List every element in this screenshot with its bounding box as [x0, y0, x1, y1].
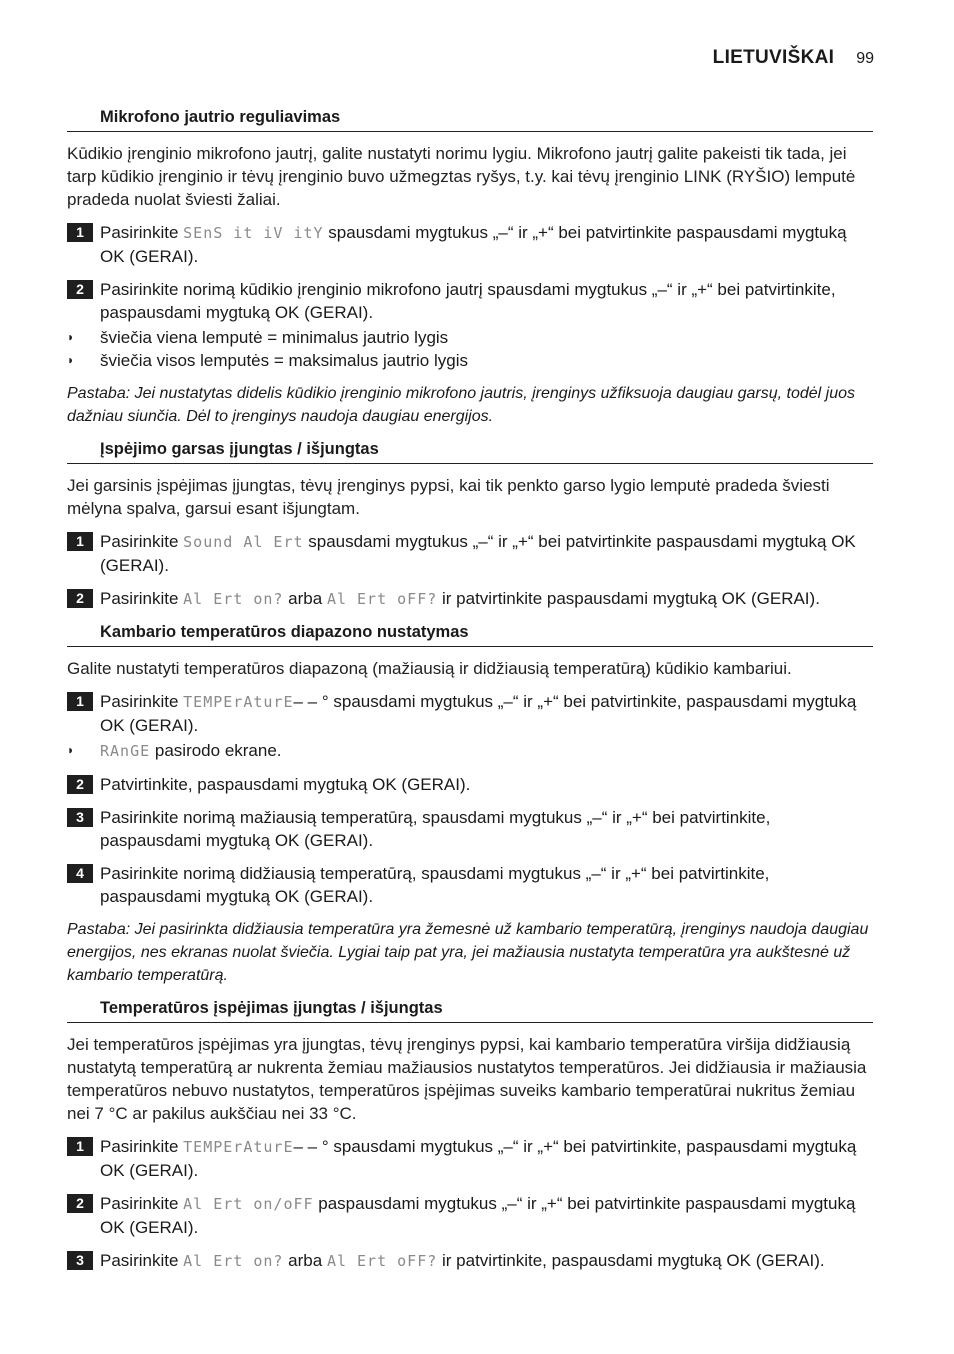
step-text-pre: Pasirinkite — [100, 1137, 184, 1156]
step — [67, 1135, 873, 1182]
step-text — [100, 530, 873, 577]
step — [67, 690, 873, 737]
step-text-post: spausdami mygtukus „–“ ir „+“ bei patvirtinkite paspausdami mygtuką OK (GERAI). — [100, 532, 856, 575]
step-number: 1 — [67, 692, 93, 711]
step — [67, 806, 873, 852]
note: Pastaba: Jei pasirinkta didžiausia temperatūra yra žemesnė už kambario temperatūrą, įrenginys naudoja daugiau energijos, nes ekranas nuolat šviečia. Lygiai taip pat yra, jei mažiausia nustatyta temperatūra yra aukštesnė už kambario temperatūrą. — [67, 921, 869, 984]
step-text: Pasirinkite norimą didžiausią temperatūrą, spausdami mygtukus „–“ ir „+“ bei patvirtinkite, paspausdami mygtuką OK (GERAI). — [100, 864, 770, 906]
lcd-text: Al Ert on? — [183, 1252, 284, 1270]
step — [67, 278, 873, 324]
lcd-text: Al Ert oFF? — [326, 1252, 438, 1270]
list-item-text-post: pasirodo ekrane. — [150, 741, 282, 760]
step-text — [100, 1192, 873, 1239]
section-title-mic-sensitivity: Mikrofono jautrio reguliavimas — [67, 106, 873, 132]
step-text-pre: Pasirinkite — [100, 692, 184, 711]
step-number: 2 — [67, 589, 93, 608]
section-intro: Kūdikio įrenginio mikrofono jautrį, galite nustatyti norimu lygiu. Mikrofono jautrį galite pakeisti tik tada, jei tarp kūdikio įrenginio ir tėvų įrenginio buvo užmegztas ryšys, t.y. kai tėvų įrenginio LINK (RYŠIO) lemputė pradeda nuolat šviesti žaliai. — [67, 144, 856, 209]
step-number: 3 — [67, 808, 93, 827]
lcd-text: Sound Al Ert — [183, 533, 304, 551]
step — [67, 587, 873, 611]
language-label: LIETUVIŠKAI — [712, 47, 835, 68]
list-item — [67, 349, 873, 372]
step-text-pre: Pasirinkite — [100, 223, 184, 242]
step — [67, 221, 873, 268]
lcd-text: TEMPErAturE — [183, 693, 294, 711]
section-title-temperature-range: Kambario temperatūros diapazono nustatymas — [67, 621, 873, 647]
lcd-text: Al Ert oFF? — [326, 590, 438, 608]
step-number: 1 — [67, 1137, 93, 1156]
page-number: 99 — [856, 50, 874, 67]
result-list — [67, 739, 873, 763]
step-text-mid: arba — [283, 589, 327, 608]
page-header — [713, 47, 874, 69]
page-content — [67, 106, 873, 1283]
step-text-post: paspausdami mygtukus „–“ ir „+“ bei patvirtinkite paspausdami mygtuką OK (GERAI). — [100, 1194, 856, 1237]
step-number: 4 — [67, 864, 93, 883]
lcd-text: Al Ert on/oFF — [183, 1195, 314, 1213]
step-text: Patvirtinkite, paspausdami mygtuką OK (GERAI). — [100, 775, 471, 794]
bullet-icon: ◗ — [67, 353, 75, 367]
step — [67, 1249, 873, 1273]
step-text-pre: Pasirinkite — [100, 1194, 184, 1213]
step-number: 1 — [67, 223, 93, 242]
step-text-post: – – ° spausdami mygtukus „–“ ir „+“ bei patvirtinkite, paspausdami mygtuką OK (GERAI). — [100, 692, 857, 735]
step-text — [100, 221, 873, 268]
note: Pastaba: Jei nustatytas didelis kūdikio įrenginio mikrofono jautris, įrenginys užfiksuoja daugiau garsų, todėl juos dažniau siunčia. Dėl to įrenginys naudoja daugiau energijos. — [67, 385, 855, 425]
list-item-text — [100, 739, 282, 763]
step-text-pre: Pasirinkite — [100, 1251, 184, 1270]
step-text: Pasirinkite norimą mažiausią temperatūrą, spausdami mygtukus „–“ ir „+“ bei patvirtinkite, paspausdami mygtuką OK (GERAI). — [100, 808, 771, 850]
step-number: 1 — [67, 532, 93, 551]
step-text-mid: arba — [283, 1251, 327, 1270]
result-list — [67, 326, 873, 372]
step-text-post: – – ° spausdami mygtukus „–“ ir „+“ bei patvirtinkite, paspausdami mygtuką OK (GERAI). — [100, 1137, 857, 1180]
bullet-icon: ◗ — [67, 743, 75, 757]
step-text-pre: Pasirinkite — [100, 589, 184, 608]
step-text: Pasirinkite norimą kūdikio įrenginio mikrofono jautrį spausdami mygtukus „–“ ir „+“ bei patvirtinkite, paspausdami mygtuką OK (GERAI). — [100, 280, 836, 322]
step — [67, 1192, 873, 1239]
step-number: 2 — [67, 775, 93, 794]
step — [67, 773, 873, 796]
step — [67, 862, 873, 908]
list-item — [67, 326, 873, 349]
step-text — [100, 690, 873, 737]
step-text-pre: Pasirinkite — [100, 532, 184, 551]
section-title-sound-alert: Įspėjimo garsas įjungtas / išjungtas — [67, 438, 873, 464]
lcd-text: SEnS it iV itY — [183, 224, 324, 242]
lcd-text: Al Ert on? — [183, 590, 284, 608]
step-number: 3 — [67, 1251, 93, 1270]
step — [67, 530, 873, 577]
step-number: 2 — [67, 280, 93, 299]
step-text — [100, 1135, 873, 1182]
bullet-icon: ◗ — [67, 330, 75, 344]
step-number: 2 — [67, 1194, 93, 1213]
section-title-temperature-alert: Temperatūros įspėjimas įjungtas / išjungtas — [67, 997, 873, 1023]
list-item-text: šviečia visos lemputės = maksimalus jautrio lygis — [100, 351, 468, 370]
list-item — [67, 739, 873, 763]
section-intro: Jei temperatūros įspėjimas yra įjungtas, tėvų įrenginys pypsi, kai kambario temperatūra viršija didžiausią nustatytą temperatūrą ar nukrenta žemiau mažiausios nustatytos temperatūros. Jei didžiausia ir mažiausia temperatūros nebuvo nustatytos, temperatūros įspėjimas suveiks kambario temperatūrai nukritus žemiau nei 7 °C ar pakilus aukščiau nei 33 °C. — [67, 1035, 867, 1123]
step-text-post: ir patvirtinkite paspausdami mygtuką OK (GERAI). — [437, 589, 820, 608]
list-item-text: šviečia viena lemputė = minimalus jautrio lygis — [100, 328, 449, 347]
section-intro: Jei garsinis įspėjimas įjungtas, tėvų įrenginys pypsi, kai tik penkto garso lygio lemputė pradeda šviesti mėlyna spalva, garsui esant išjungtam. — [67, 476, 830, 518]
step-text-post: ir patvirtinkite, paspausdami mygtuką OK (GERAI). — [437, 1251, 825, 1270]
lcd-text: RAnGE — [100, 742, 151, 760]
step-text — [100, 1249, 873, 1273]
section-intro: Galite nustatyti temperatūros diapazoną (mažiausią ir didžiausią temperatūrą) kūdikio kambariui. — [67, 659, 792, 678]
lcd-text: TEMPErAturE — [183, 1138, 294, 1156]
step-text — [100, 587, 873, 611]
step-text-post: spausdami mygtukus „–“ ir „+“ bei patvirtinkite paspausdami mygtuką OK (GERAI). — [100, 223, 847, 266]
